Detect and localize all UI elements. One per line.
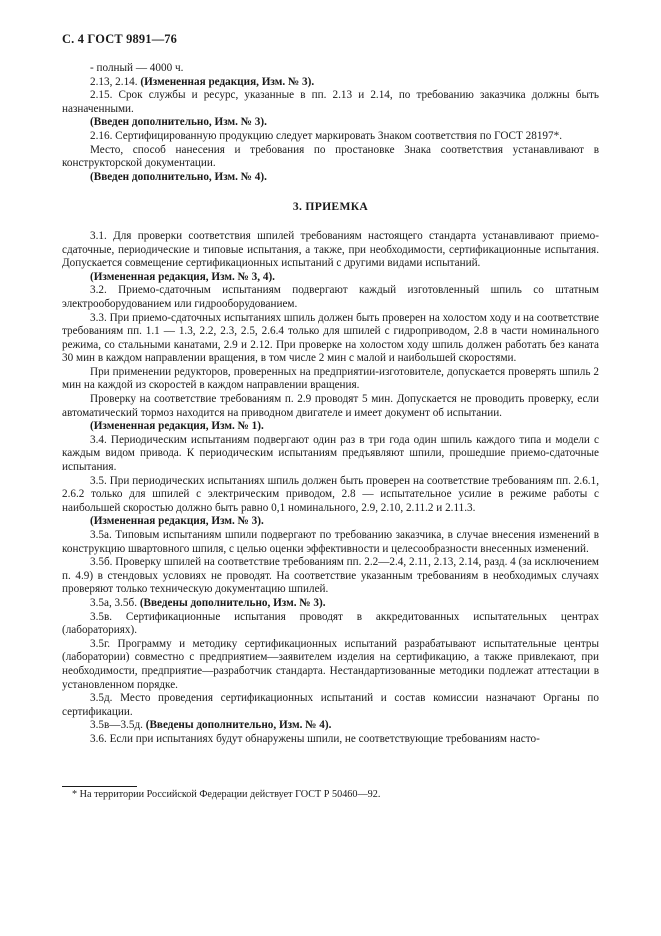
paragraph-text: 3.5г. Программу и методику сертификационных испытаний разрабатывают испытательные центры (лаборатории) совместно с предприятием—заявителем изделия на сертификацию, а также привлекают, при необходимости, предприятие—разработчик стандарта. Нестандартизованные методики подлежат аттестации в установленном порядке. [62, 637, 599, 691]
paragraph-text: 2.15. Срок службы и ресурс, указанные в пп. 2.13 и 2.14, по требованию заказчика должны быть назначенными. [62, 89, 599, 115]
paragraph [62, 515, 599, 529]
paragraph [62, 434, 599, 475]
paragraph [62, 171, 599, 185]
footnote: * На территории Российской Федерации действует ГОСТ Р 50460—92. [72, 789, 381, 800]
paragraph-text: 3.3. При приемо-сдаточных испытаниях шпиль должен быть проверен на холостом ходу и на соответствие требованиям пп. 1.1 — 1.3, 2.2, 2.3, 2.5, 2.6.4 только для шпилей с гидроприводом, 2.8 в части номинального режима, со стальными канатами, 2.9 и 2.12. При проверке на холостом ходу шпиль должен работать без каната 30 мин в каждом направлении вращения, в том числе 2 мин с малой и наибольшей скоростями. [62, 311, 599, 365]
amendment-note: (Введены дополнительно, Изм. № 4). [145, 719, 332, 732]
paragraph-text: 2.16. Сертифицированную продукцию следует маркировать Знаком соответствия по ГОСТ 28197*. [90, 129, 562, 142]
paragraph-text: 3.2. Приемо-сдаточным испытаниям подвергают каждый изготовленный шпиль со штатным электрооборудованием или гидрооборудованием. [62, 284, 599, 310]
paragraph [62, 611, 599, 638]
paragraph-text: 3.5а. Типовым испытаниям шпили подвергают по требованию заказчика, в случае внесения изменений в конструкцию швартовного шпиля, с целью оценки эффективности и целесообразности внесенных изменений. [62, 529, 599, 555]
paragraph-text: 3.4. Периодическим испытаниям подвергают один раз в три года один шпиль каждого типа и модели с каждым видом привода. К периодическим испытаниям предъявляют шпили, прошедшие приемо-сдаточные испытания. [62, 433, 599, 474]
paragraph-text: Проверку на соответствие требованиям п. 2.9 проводят 5 мин. Допускается не проводить проверку, если автоматический тормоз находится на приводном двигателе и имеет документ об испытании. [62, 393, 599, 419]
paragraph [62, 475, 599, 516]
document-body [62, 62, 599, 747]
section-paragraphs [62, 230, 599, 747]
paragraph [62, 89, 599, 116]
paragraph [62, 130, 599, 144]
paragraph [62, 420, 599, 434]
paragraph [62, 733, 599, 747]
section-title: 3. ПРИЕМКА [292, 200, 369, 214]
paragraph [62, 76, 599, 90]
paragraph [62, 312, 599, 366]
paragraph [62, 719, 599, 733]
paragraph-text: 3.5в—3.5д. [90, 719, 146, 732]
paragraph [62, 366, 599, 393]
paragraph-text: При применении редукторов, проверенных на предприятии-изготовителе, допускается проверять шпиль 2 мин на каждой из скоростей в каждом направлении вращения. [62, 365, 599, 392]
top-paragraphs [62, 62, 599, 184]
paragraph-text: (Измененная редакция, Изм. № 3). [90, 515, 264, 528]
paragraph [62, 638, 599, 692]
paragraph-text: (Измененная редакция, Изм. № 3, 4). [90, 270, 275, 283]
paragraph [62, 144, 599, 171]
paragraph-text: 3.5. При периодических испытаниях шпиль должен быть проверен на соответствие требованиям пп. 2.6.1, 2.6.2 только для шпилей с электрическим приводом, 2.8 — испытательное усилие в режиме работы с наибольшей скоростью должно быть равно 0,1 номинального, 2.9, 2.10, 2.11.2 и 2.11.3. [62, 474, 599, 514]
paragraph-text: (Введен дополнительно, Изм. № 3). [90, 116, 267, 129]
paragraph-text: (Измененная редакция, Изм. № 1). [90, 420, 264, 433]
paragraph-text: Место, способ нанесения и требования по простановке Знака соответствия устанавливают в конструкторской документации. [62, 143, 599, 170]
paragraph [62, 597, 599, 611]
paragraph-text: 3.5д. Место проведения сертификационных испытаний и состав комиссии назначают Органы по сертификации. [62, 692, 599, 718]
paragraph-text: 3.6. Если при испытаниях будут обнаружены шпили, не соответствующие требованиям насто- [90, 732, 540, 745]
paragraph [62, 692, 599, 719]
page-header: С. 4 ГОСТ 9891—76 [62, 32, 178, 46]
paragraph [62, 230, 599, 271]
paragraph [62, 62, 599, 76]
paragraph [62, 393, 599, 420]
paragraph-text: 3.1. Для проверки соответствия шпилей требованиям настоящего стандарта устанавливают приемо-сдаточные, периодические и типовые испытания, а также, при необходимости, сертификационные испытания. Допускается совмещение сертификационных испытаний с другими видами испытаний. [62, 229, 599, 270]
paragraph-text: (Введен дополнительно, Изм. № 4). [90, 170, 267, 183]
footnote-divider [62, 786, 137, 787]
paragraph-text: 3.5а, 3.5б. [90, 596, 140, 609]
amendment-note: (Измененная редакция, Изм. № 3). [140, 75, 315, 88]
paragraph [62, 556, 599, 597]
paragraph-text: 3.5в. Сертификационные испытания проводят в аккредитованных испытательных центрах (лабораториях). [62, 610, 599, 637]
paragraph-text: 3.5б. Проверку шпилей на соответствие требованиям пп. 2.2—2.4, 2.11, 2.13, 2.14, разд. 4 (за исключением п. 4.9) в стендовых условиях не проводят. На соответствие указанным требованиям в необходимых случаях проверяют только техническую документацию шпилей. [62, 556, 599, 596]
paragraph [62, 271, 599, 285]
paragraph-text: - полный — 4000 ч. [90, 62, 184, 74]
paragraph [62, 116, 599, 130]
paragraph-text: 2.13, 2.14. [90, 75, 141, 88]
paragraph [62, 529, 599, 556]
paragraph [62, 284, 599, 311]
amendment-note: (Введены дополнительно, Изм. № 3). [139, 596, 326, 609]
